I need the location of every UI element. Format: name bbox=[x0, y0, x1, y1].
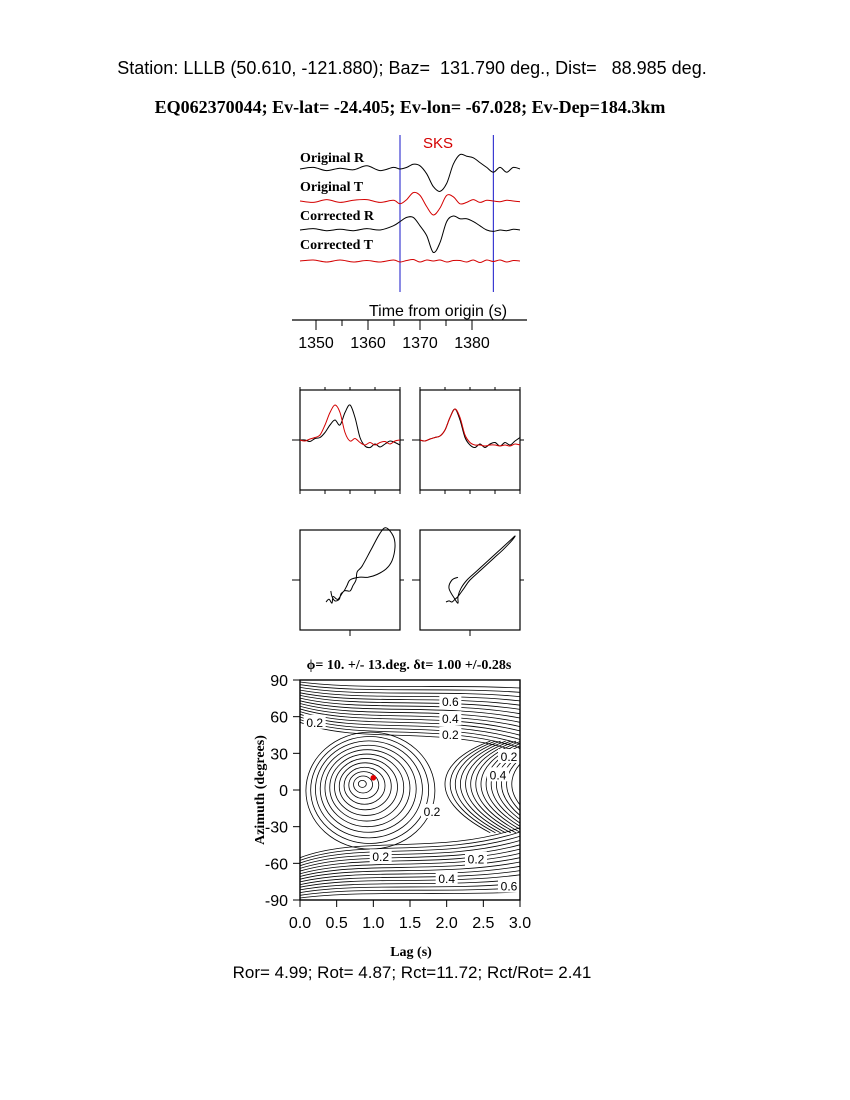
contour-line bbox=[300, 687, 520, 696]
contour-line bbox=[300, 682, 520, 688]
lag-axis-label: Lag (s) bbox=[390, 945, 432, 960]
overlay-ticks bbox=[292, 387, 524, 494]
lag-tick-label: 1.5 bbox=[398, 915, 422, 932]
azimuth-tick-label: 90 bbox=[270, 673, 288, 690]
azimuth-tick-label: 0 bbox=[279, 783, 288, 800]
contour-value-label: 0.4 bbox=[441, 712, 459, 727]
contour-title: ϕ= 10. +/- 13.deg. δt= 1.00 +/-0.28s bbox=[306, 658, 512, 673]
contour-value-label: 0.6 bbox=[500, 879, 518, 894]
contour-value-label: 0.4 bbox=[489, 768, 507, 783]
trace-label-original-r: Original R bbox=[300, 151, 365, 166]
contour-line bbox=[300, 892, 520, 898]
time-tick-label: 1370 bbox=[402, 335, 438, 352]
contour-value-label: 0.2 bbox=[306, 715, 324, 730]
contour-line bbox=[330, 754, 404, 821]
trace-label-corrected-t: Corrected T bbox=[300, 238, 373, 253]
phase-label: SKS bbox=[422, 135, 454, 152]
azimuth-tick-label: -30 bbox=[264, 819, 288, 837]
lag-tick-label: 0.5 bbox=[325, 915, 348, 932]
time-tick-label: 1350 bbox=[298, 335, 334, 352]
lag-tick-label: 3.0 bbox=[508, 915, 532, 932]
contour-line bbox=[315, 741, 422, 838]
overlay-right-radial bbox=[420, 409, 520, 448]
time-axis-ticks bbox=[298, 320, 490, 352]
azimuth-tick-label: -90 bbox=[264, 893, 288, 910]
lag-tick-label: 2.5 bbox=[472, 915, 495, 932]
time-tick-label: 1380 bbox=[454, 335, 490, 352]
particle-motion-panels bbox=[292, 528, 524, 636]
contour-line bbox=[300, 712, 520, 736]
azimuth-tick-label: 30 bbox=[270, 746, 288, 764]
best-fit-marker bbox=[371, 775, 377, 781]
time-axis-label: Time from origin (s) bbox=[368, 303, 508, 320]
event-info-title: EQ062370044; Ev-lat= -24.405; Ev-lon= -67.028; Ev-Dep=184.3km bbox=[154, 97, 666, 117]
contour-line bbox=[311, 737, 429, 844]
contour-value-label: 0.2 bbox=[500, 750, 518, 764]
lag-tick-label: 1.0 bbox=[362, 915, 385, 932]
contour-line bbox=[358, 780, 366, 787]
contour-value-label: 0.2 bbox=[441, 728, 459, 742]
time-tick-label: 1360 bbox=[350, 335, 386, 352]
overlay-right-transverse bbox=[420, 409, 520, 446]
contour-line bbox=[300, 883, 520, 892]
energy-ratio-summary: Ror= 4.99; Rot= 4.87; Rct=11.72; Rct/Rot= 2.41 bbox=[232, 963, 592, 982]
contour-value-label: 0.4 bbox=[438, 872, 456, 887]
trace-label-corrected-r: Corrected R bbox=[300, 209, 374, 224]
contour-lines bbox=[300, 682, 557, 898]
contour-line bbox=[300, 720, 520, 748]
particle-motion-right-path bbox=[446, 536, 515, 603]
lag-tick-label: 0.0 bbox=[288, 915, 312, 932]
contour-value-label: 0.2 bbox=[423, 805, 441, 819]
overlay-right-frame bbox=[420, 390, 520, 490]
lag-tick-label: 2.0 bbox=[435, 915, 458, 932]
contour-value-label: 0.2 bbox=[372, 850, 390, 865]
contour-value-label: 0.2 bbox=[467, 852, 485, 867]
contour-line bbox=[354, 776, 373, 793]
azimuth-axis-label: Azimuth (degrees) bbox=[253, 735, 268, 845]
trace-label-original-t: Original T bbox=[300, 180, 364, 195]
contour-panel bbox=[253, 658, 557, 960]
trace-panel bbox=[292, 135, 527, 352]
contour-value-label: 0.6 bbox=[441, 695, 459, 709]
azimuth-tick-label: 60 bbox=[270, 709, 288, 727]
particle-motion-left-path bbox=[326, 528, 395, 603]
trace-corrected-t bbox=[300, 259, 520, 262]
overlay-panels bbox=[292, 387, 524, 494]
station-info-title: Station: LLLB (50.610, -121.880); Baz= 131.790 deg., Dist= 88.985 deg. bbox=[117, 58, 707, 78]
azimuth-tick-label: -60 bbox=[264, 856, 288, 874]
particle-motion-ticks bbox=[292, 580, 524, 636]
